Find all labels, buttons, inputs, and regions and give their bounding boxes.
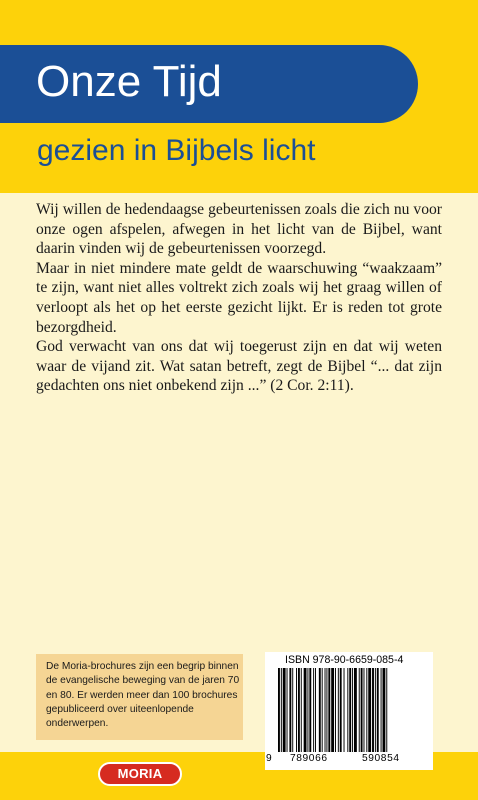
barcode-bar bbox=[278, 668, 280, 752]
barcode-bar bbox=[386, 668, 387, 752]
blurb-paragraph: Maar in niet mindere mate geldt de waarschuwing “waakzaam” te zijn, want niet alles voltrekt zich zoals wij het graag willen of verloopt als het op het eerste gezicht lijkt. Er is reden tot grote bezorgdheid. bbox=[36, 259, 442, 336]
barcode-bar bbox=[298, 668, 300, 752]
barcode-bar bbox=[338, 668, 339, 752]
barcode-bar bbox=[344, 668, 345, 752]
book-title: Onze Tijd bbox=[36, 57, 222, 106]
barcode-bar bbox=[328, 668, 330, 752]
barcode-digits-right: 590854 bbox=[362, 753, 400, 764]
barcode-bar bbox=[325, 668, 326, 752]
barcode-bar bbox=[377, 668, 379, 752]
barcode-bar bbox=[319, 668, 321, 752]
barcode-bar bbox=[364, 668, 365, 752]
isbn-label: ISBN 978-90-6659-085-4 bbox=[285, 654, 404, 666]
barcode-bar bbox=[313, 668, 314, 752]
barcode-bar bbox=[289, 668, 291, 752]
barcode-bar bbox=[287, 668, 288, 752]
barcode-bar bbox=[331, 668, 334, 752]
barcode-bar bbox=[309, 668, 311, 752]
barcode-bar bbox=[301, 668, 302, 752]
barcode-bar bbox=[349, 668, 351, 752]
barcode-bar bbox=[352, 668, 353, 752]
moria-logo: MORIA bbox=[98, 762, 182, 786]
barcode-bar bbox=[383, 668, 386, 752]
barcode-digits-left: 789066 bbox=[290, 753, 328, 764]
barcode-bar bbox=[366, 668, 367, 752]
blurb-text bbox=[36, 200, 442, 396]
barcode-bar bbox=[296, 668, 297, 752]
barcode-bar bbox=[304, 668, 307, 752]
info-box-text: De Moria-brochures zijn een begrip binnen de evangelische beweging van de jaren 70 en 80. Er werden meer dan 100 brochures gepubliceerd over uiteenlopende onderwerpen. bbox=[46, 661, 240, 730]
blurb-paragraph: God verwacht van ons dat wij toegerust zijn en dat wij weten waar de vijand zit. Wat satan betreft, zegt de Bijbel “... dat zijn gedachten ons niet onbekend zijn ...” (2 Cor. 2:11). bbox=[36, 338, 442, 395]
barcode-bar bbox=[292, 668, 293, 752]
barcode-bar bbox=[381, 668, 382, 752]
barcode-image bbox=[276, 668, 426, 754]
barcode-bar bbox=[281, 668, 282, 752]
barcode-digit-first: 9 bbox=[266, 753, 273, 764]
barcode-bar bbox=[361, 668, 363, 752]
blurb-paragraph: Wij willen de hedendaagse gebeurtenissen zoals die zich nu voor onze ogen afspelen, afwegen in het licht van de Bijbel, want daarin vinden wij de gebeurtenissen voorzegd. bbox=[36, 201, 442, 258]
barcode-bar bbox=[315, 668, 316, 752]
barcode-bar bbox=[322, 668, 323, 752]
barcode-bar bbox=[340, 668, 342, 752]
barcode-bar bbox=[335, 668, 336, 752]
barcode-bar bbox=[283, 668, 286, 752]
barcode-bar bbox=[359, 668, 360, 752]
barcode-bar bbox=[307, 668, 308, 752]
barcode-bar bbox=[326, 668, 327, 752]
barcode-bar bbox=[354, 668, 357, 752]
book-subtitle: gezien in Bijbels licht bbox=[37, 134, 316, 167]
barcode-bar bbox=[372, 668, 374, 752]
barcode-bar bbox=[375, 668, 376, 752]
barcode-bar bbox=[347, 668, 348, 752]
barcode-bar bbox=[368, 668, 371, 752]
